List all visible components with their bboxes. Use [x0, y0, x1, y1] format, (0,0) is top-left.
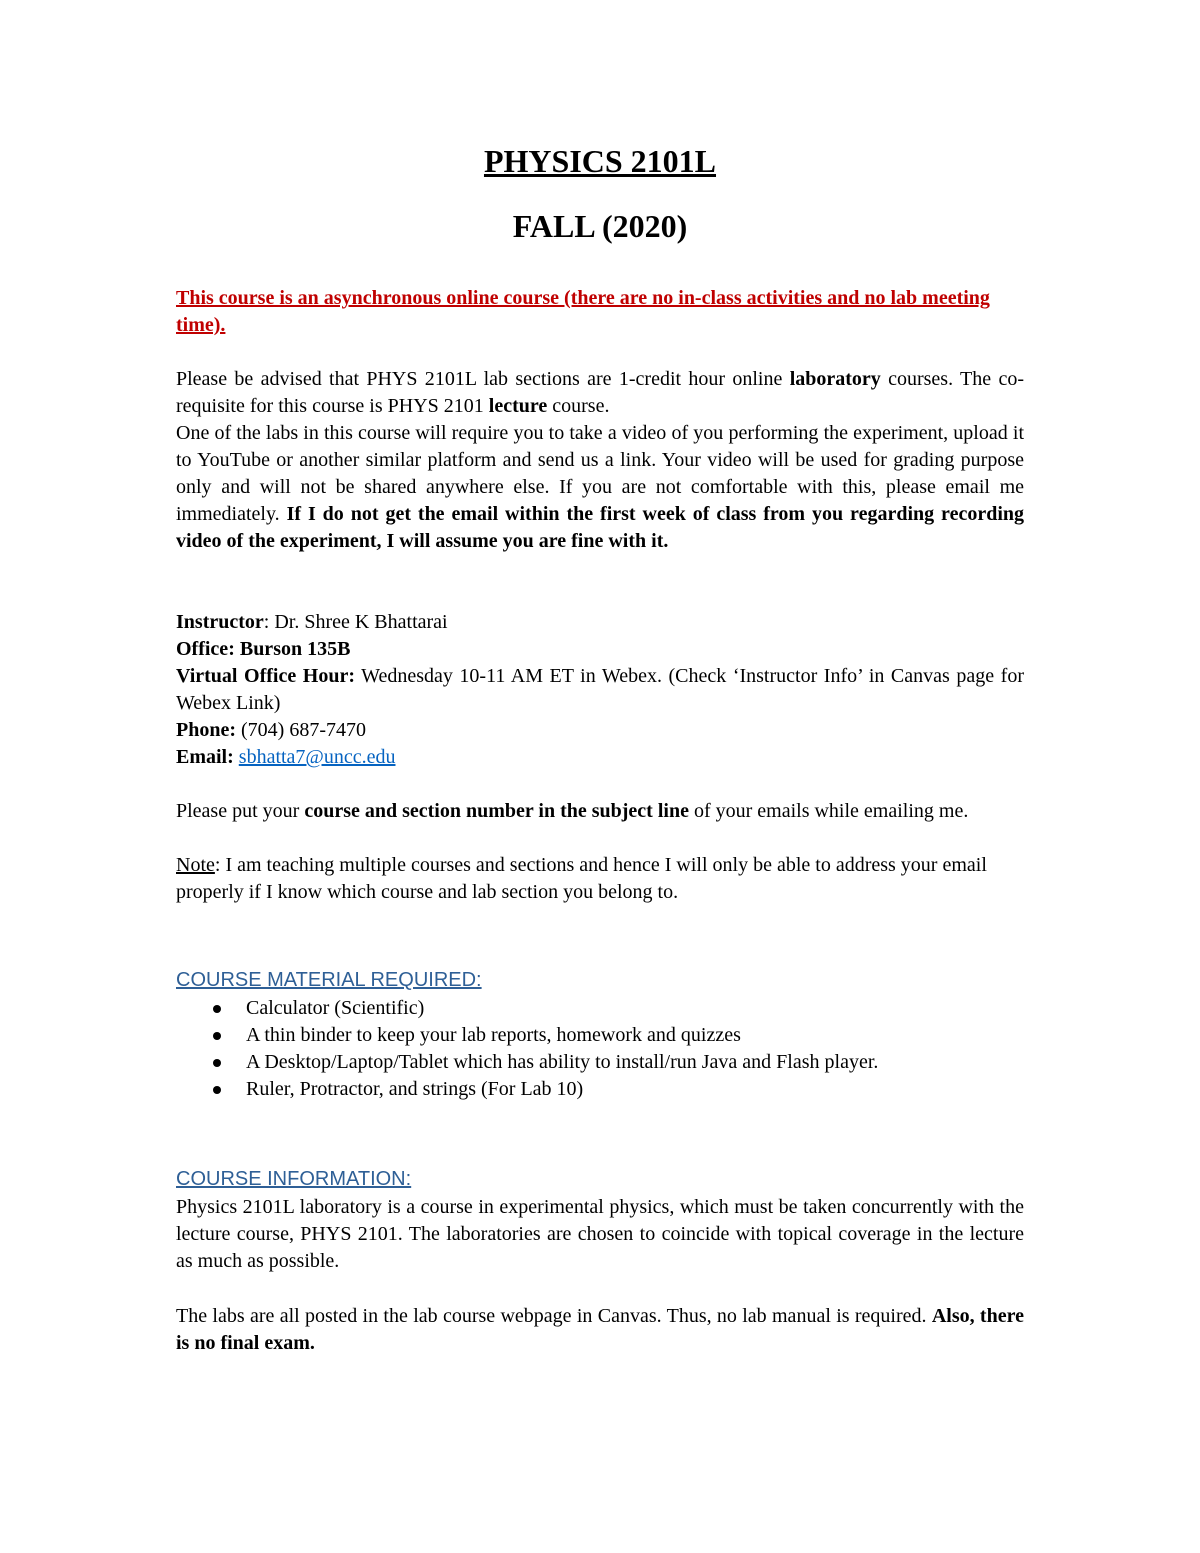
note-text: : I am teaching multiple courses and sections and hence I will only be able to address your email properly if I know which course and lab section you belong to.: [176, 854, 987, 903]
email-subject-text: of your emails while emailing me.: [688, 800, 969, 822]
labs-paragraph: [176, 1303, 1024, 1357]
list-item-text: A Desktop/Laptop/Tablet which has ability to install/run Java and Flash player.: [246, 1051, 879, 1073]
email-subject-paragraph: [176, 798, 1024, 825]
list-item: [176, 1022, 878, 1049]
list-item-text: A thin binder to keep your lab reports, homework and quizzes: [246, 1024, 741, 1046]
intro-text: course.: [547, 395, 610, 417]
email-subject-bold: course and section number in the subject line: [304, 800, 689, 822]
video-requirement-text: One of the labs in this course will require you to take a video of you performing the experiment, upload it to YouTube or another similar platform and send us a link. Your video will be used for grading purpose only and will not be shared anywhere else. If you are not comfortable with this, please email me immediately.: [176, 422, 1024, 525]
materials-list: [176, 995, 878, 1103]
bullet-icon: [213, 1086, 221, 1094]
intro-text: courses. The co-requisite for this course is PHYS 2101: [176, 368, 1025, 417]
note-label: Note: [176, 854, 215, 876]
labs-text: The labs are all posted in the lab course webpage in Canvas. Thus, no lab manual is required.: [176, 1305, 932, 1327]
email-label: Email:: [176, 746, 234, 768]
bullet-icon: [213, 1032, 221, 1040]
list-item-text: Ruler, Protractor, and strings (For Lab 10): [246, 1078, 584, 1100]
bullet-icon: [213, 1059, 221, 1067]
list-item-text: Calculator (Scientific): [246, 997, 425, 1019]
office-hour-line: [176, 663, 1024, 717]
list-item: [176, 1076, 878, 1103]
course-information-heading: COURSE INFORMATION:: [176, 1168, 412, 1190]
instructor-label: Instructor: [176, 611, 264, 633]
phone-label: Phone:: [176, 719, 236, 741]
term-title: FALL (2020): [512, 208, 688, 244]
bullet-icon: [213, 1005, 221, 1013]
intro-text: Please be advised that PHYS 2101L lab sections are 1-credit hour online: [176, 368, 790, 390]
office-hour-label: Virtual Office Hour:: [176, 665, 355, 687]
no-final-exam-bold: Also, there is no final exam.: [176, 1305, 1024, 1354]
intro-bold-lecture: lecture: [488, 395, 548, 417]
office-hour-value: Wednesday 10-11 AM ET in Webex. (Check ‘Instructor Info’ in Canvas page for Webex Link): [176, 665, 1024, 714]
list-item: [176, 1049, 878, 1076]
online-notice: This course is an asynchronous online course (there are no in-class activities and no lab meeting time).: [176, 287, 990, 336]
note-paragraph: [176, 852, 1024, 906]
intro-paragraph-2: [176, 420, 1024, 555]
email-subject-text: Please put your: [176, 800, 305, 822]
office-line: Office: Burson 135B: [176, 638, 351, 660]
email-line: [176, 744, 1024, 771]
course-material-heading: COURSE MATERIAL REQUIRED:: [176, 969, 482, 991]
intro-paragraph-1: [176, 366, 1024, 420]
instructor-line: [176, 609, 1024, 636]
phone-line: [176, 717, 1024, 744]
instructor-name: : Dr. Shree K Bhattarai: [263, 611, 448, 633]
contact-info: [176, 609, 1024, 771]
list-item: [176, 995, 878, 1022]
course-title: PHYSICS 2101L: [483, 143, 717, 179]
intro-bold-laboratory: laboratory: [789, 368, 881, 390]
video-consent-bold-text: If I do not get the email within the first week of class from you regarding recording video of the experiment, I will assume you are fine with it.: [176, 503, 1025, 552]
email-link[interactable]: sbhatta7@uncc.edu: [238, 746, 396, 768]
course-info-paragraph: Physics 2101L laboratory is a course in experimental physics, which must be taken concurrently with the lecture course, PHYS 2101. The laboratories are chosen to coincide with topical coverage in the lecture as much as possible.: [176, 1196, 1024, 1272]
phone-value: (704) 687-7470: [236, 719, 366, 741]
online-notice-paragraph: [176, 285, 1024, 339]
